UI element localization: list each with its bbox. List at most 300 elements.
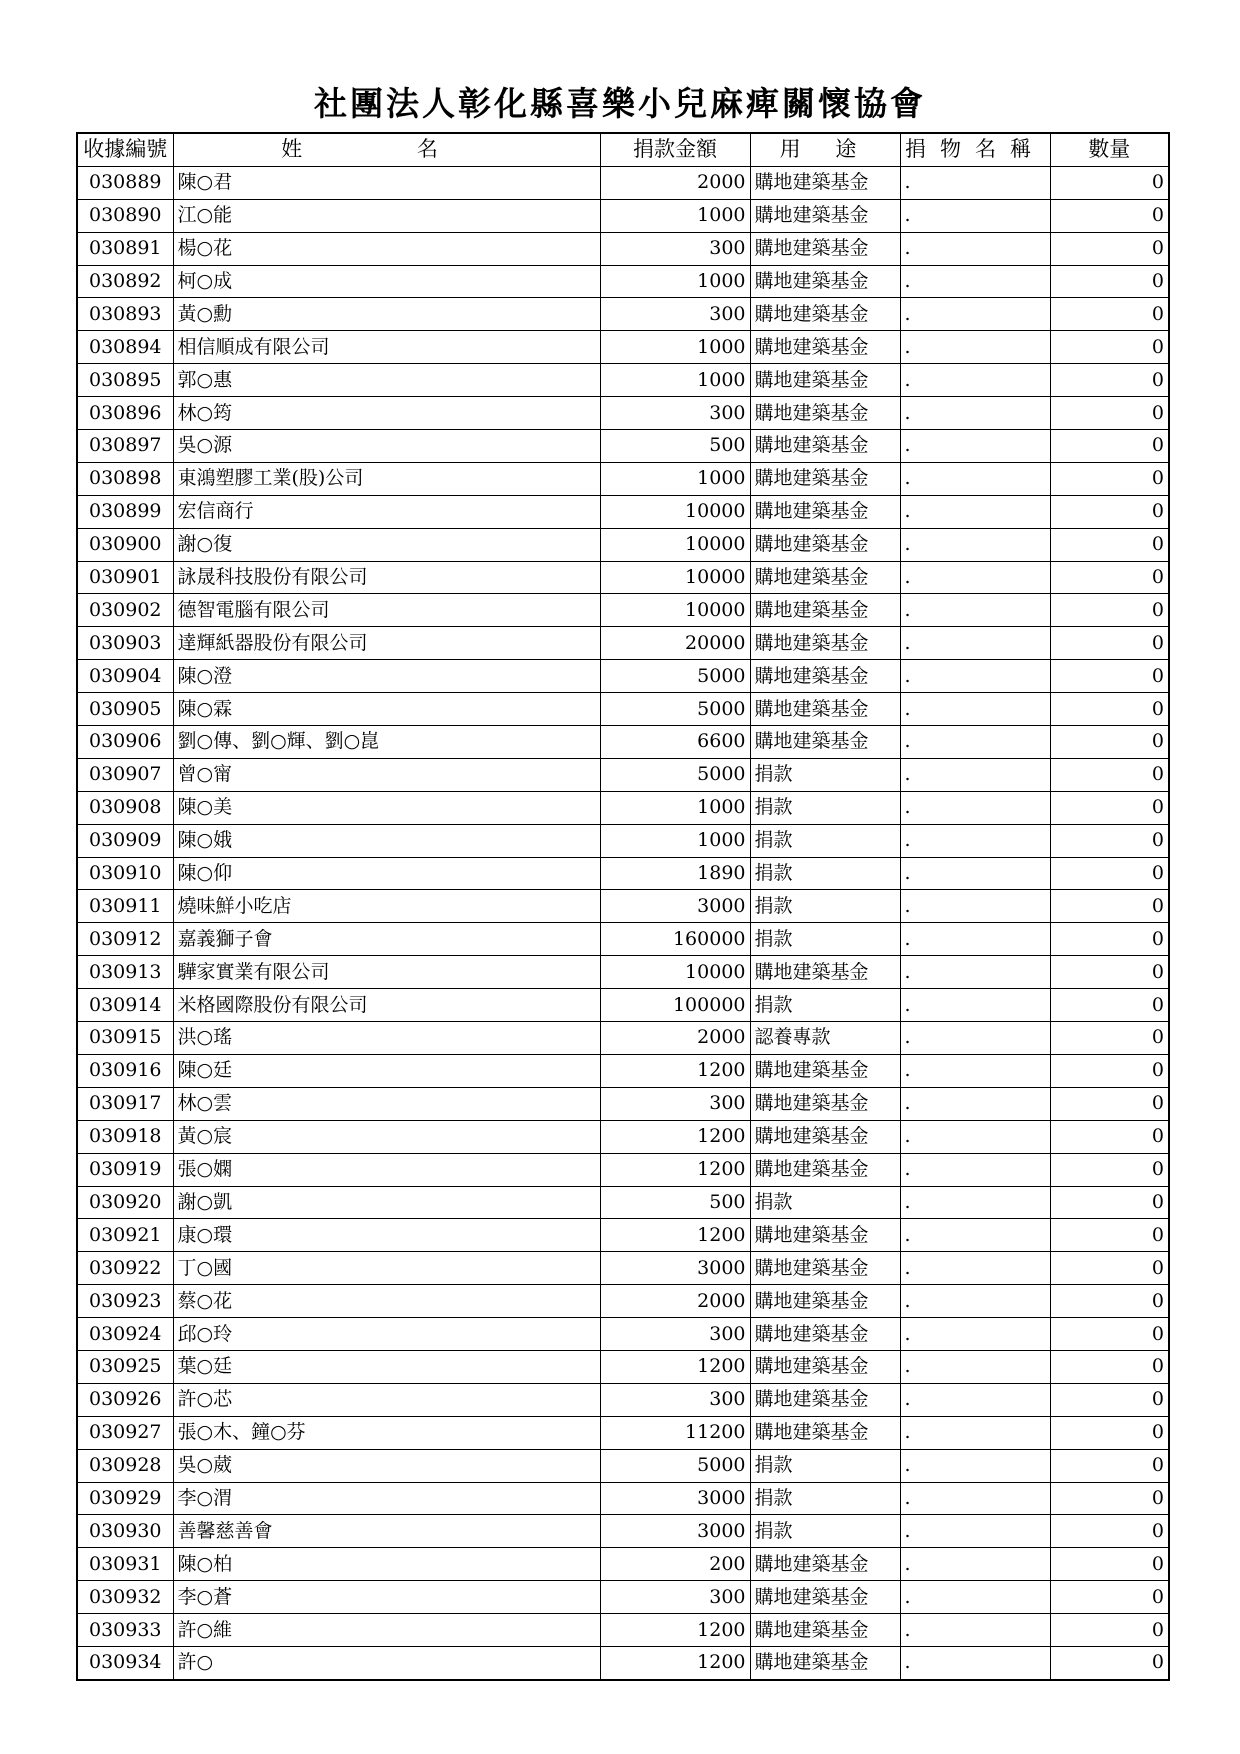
donor-name-cell: 燒味鮮小吃店: [173, 890, 600, 923]
donor-name-cell: 吳○葳: [173, 1449, 600, 1482]
item-name-cell: .: [900, 1581, 1050, 1614]
amount-cell: 1200: [600, 1120, 750, 1153]
receipt-no-cell: 030910: [77, 857, 173, 890]
quantity-cell: 0: [1050, 1515, 1169, 1548]
table-row: [77, 1318, 1169, 1351]
amount-cell: 1000: [600, 364, 750, 397]
purpose-cell: 購地建築基金: [750, 693, 900, 726]
receipt-no-cell: 030899: [77, 495, 173, 528]
amount-cell: 1200: [600, 1219, 750, 1252]
donor-name-cell: 謝○復: [173, 528, 600, 561]
item-name-cell: .: [900, 890, 1050, 923]
purpose-cell: 購地建築基金: [750, 1087, 900, 1120]
receipt-no-cell: 030915: [77, 1022, 173, 1055]
receipt-no-cell: 030898: [77, 462, 173, 495]
purpose-cell: 購地建築基金: [750, 1153, 900, 1186]
donor-name-cell: 米格國際股份有限公司: [173, 989, 600, 1022]
donor-name-cell: 洪○瑤: [173, 1022, 600, 1055]
quantity-cell: 0: [1050, 956, 1169, 989]
amount-cell: 1200: [600, 1054, 750, 1087]
quantity-cell: 0: [1050, 199, 1169, 232]
receipt-no-cell: 030904: [77, 660, 173, 693]
purpose-cell: 捐款: [750, 791, 900, 824]
donor-name-cell: 許○維: [173, 1614, 600, 1647]
donor-name-cell: 東鴻塑膠工業(股)公司: [173, 462, 600, 495]
quantity-cell: 0: [1050, 1416, 1169, 1449]
table-row: [77, 890, 1169, 923]
quantity-cell: 0: [1050, 857, 1169, 890]
receipt-no-cell: 030934: [77, 1646, 173, 1679]
amount-cell: 5000: [600, 660, 750, 693]
receipt-no-cell: 030903: [77, 627, 173, 660]
quantity-cell: 0: [1050, 824, 1169, 857]
item-name-cell: .: [900, 627, 1050, 660]
table-row: [77, 1022, 1169, 1055]
purpose-cell: 購地建築基金: [750, 265, 900, 298]
amount-cell: 10000: [600, 956, 750, 989]
table-row: [77, 1054, 1169, 1087]
table-row: [77, 594, 1169, 627]
receipt-no-cell: 030928: [77, 1449, 173, 1482]
amount-cell: 10000: [600, 594, 750, 627]
donor-name-cell: 陳○仰: [173, 857, 600, 890]
table-row: [77, 660, 1169, 693]
purpose-cell: 購地建築基金: [750, 495, 900, 528]
receipt-no-cell: 030897: [77, 430, 173, 463]
donor-name-cell: 德智電腦有限公司: [173, 594, 600, 627]
receipt-no-cell: 030930: [77, 1515, 173, 1548]
item-name-cell: .: [900, 693, 1050, 726]
item-name-cell: .: [900, 956, 1050, 989]
receipt-no-cell: 030914: [77, 989, 173, 1022]
purpose-cell: 購地建築基金: [750, 594, 900, 627]
amount-cell: 160000: [600, 923, 750, 956]
purpose-cell: 購地建築基金: [750, 660, 900, 693]
donor-name-cell: 許○: [173, 1646, 600, 1679]
donor-name-cell: 相信順成有限公司: [173, 331, 600, 364]
quantity-cell: 0: [1050, 1120, 1169, 1153]
table-row: [77, 824, 1169, 857]
donor-name-cell: 張○嫻: [173, 1153, 600, 1186]
item-name-cell: .: [900, 331, 1050, 364]
table-row: [77, 265, 1169, 298]
item-name-cell: .: [900, 1482, 1050, 1515]
donor-name-cell: 陳○澄: [173, 660, 600, 693]
donor-name-cell: 郭○惠: [173, 364, 600, 397]
document-title: 社團法人彰化縣喜樂小兒麻痺關懷協會: [314, 84, 926, 123]
donor-name-cell: 葉○廷: [173, 1350, 600, 1383]
amount-cell: 3000: [600, 1515, 750, 1548]
quantity-cell: 0: [1050, 1350, 1169, 1383]
table-row: [77, 1581, 1169, 1614]
amount-cell: 2000: [600, 166, 750, 199]
amount-cell: 5000: [600, 693, 750, 726]
quantity-cell: 0: [1050, 331, 1169, 364]
donor-name-cell: 黃○宸: [173, 1120, 600, 1153]
quantity-cell: 0: [1050, 758, 1169, 791]
table-row: [77, 1120, 1169, 1153]
amount-cell: 10000: [600, 528, 750, 561]
purpose-cell: 捐款: [750, 758, 900, 791]
item-name-cell: .: [900, 1449, 1050, 1482]
quantity-cell: 0: [1050, 462, 1169, 495]
purpose-cell: 購地建築基金: [750, 956, 900, 989]
table-row: [77, 726, 1169, 759]
quantity-cell: 0: [1050, 1022, 1169, 1055]
purpose-cell: 購地建築基金: [750, 1646, 900, 1679]
receipt-no-cell: 030893: [77, 298, 173, 331]
receipt-no-cell: 030927: [77, 1416, 173, 1449]
receipt-no-cell: 030892: [77, 265, 173, 298]
item-name-cell: .: [900, 298, 1050, 331]
receipt-no-cell: 030900: [77, 528, 173, 561]
donor-name-cell: 陳○美: [173, 791, 600, 824]
amount-cell: 3000: [600, 1482, 750, 1515]
purpose-cell: 購地建築基金: [750, 232, 900, 265]
item-name-cell: .: [900, 561, 1050, 594]
table-row: [77, 1285, 1169, 1318]
amount-cell: 2000: [600, 1285, 750, 1318]
quantity-cell: 0: [1050, 1383, 1169, 1416]
amount-cell: 300: [600, 1383, 750, 1416]
item-name-cell: .: [900, 166, 1050, 199]
header-qty: 數量: [1050, 133, 1169, 166]
receipt-no-cell: 030922: [77, 1252, 173, 1285]
header-name: 姓 名: [173, 133, 600, 166]
amount-cell: 1200: [600, 1646, 750, 1679]
item-name-cell: .: [900, 1285, 1050, 1318]
table-row: [77, 923, 1169, 956]
receipt-no-cell: 030924: [77, 1318, 173, 1351]
table-row: [77, 1252, 1169, 1285]
receipt-no-cell: 030906: [77, 726, 173, 759]
receipt-no-cell: 030916: [77, 1054, 173, 1087]
donor-name-cell: 陳○柏: [173, 1548, 600, 1581]
table-row: [77, 298, 1169, 331]
amount-cell: 1000: [600, 199, 750, 232]
header-receipt-no: 收據編號: [77, 133, 173, 166]
item-name-cell: .: [900, 923, 1050, 956]
amount-cell: 1200: [600, 1614, 750, 1647]
quantity-cell: 0: [1050, 726, 1169, 759]
item-name-cell: .: [900, 791, 1050, 824]
item-name-cell: .: [900, 1087, 1050, 1120]
receipt-no-cell: 030908: [77, 791, 173, 824]
receipt-no-cell: 030901: [77, 561, 173, 594]
receipt-no-cell: 030931: [77, 1548, 173, 1581]
receipt-no-cell: 030894: [77, 331, 173, 364]
item-name-cell: .: [900, 1252, 1050, 1285]
donor-name-cell: 康○環: [173, 1219, 600, 1252]
table-row: [77, 1614, 1169, 1647]
donor-name-cell: 李○渭: [173, 1482, 600, 1515]
item-name-cell: .: [900, 232, 1050, 265]
item-name-cell: .: [900, 1614, 1050, 1647]
quantity-cell: 0: [1050, 397, 1169, 430]
amount-cell: 100000: [600, 989, 750, 1022]
item-name-cell: .: [900, 364, 1050, 397]
amount-cell: 3000: [600, 890, 750, 923]
donor-name-cell: 劉○傳、劉○輝、劉○崑: [173, 726, 600, 759]
donor-name-cell: 江○能: [173, 199, 600, 232]
quantity-cell: 0: [1050, 1219, 1169, 1252]
quantity-cell: 0: [1050, 1614, 1169, 1647]
donor-name-cell: 陳○廷: [173, 1054, 600, 1087]
quantity-cell: 0: [1050, 232, 1169, 265]
amount-cell: 5000: [600, 758, 750, 791]
table-row: [77, 989, 1169, 1022]
quantity-cell: 0: [1050, 1186, 1169, 1219]
purpose-cell: 購地建築基金: [750, 1581, 900, 1614]
header-item: 捐物名稱: [900, 133, 1050, 166]
donor-name-cell: 邱○玲: [173, 1318, 600, 1351]
amount-cell: 1200: [600, 1153, 750, 1186]
donor-name-cell: 驊家實業有限公司: [173, 956, 600, 989]
amount-cell: 10000: [600, 561, 750, 594]
amount-cell: 1200: [600, 1350, 750, 1383]
donor-name-cell: 丁○國: [173, 1252, 600, 1285]
table-row: [77, 495, 1169, 528]
amount-cell: 2000: [600, 1022, 750, 1055]
donor-name-cell: 宏信商行: [173, 495, 600, 528]
quantity-cell: 0: [1050, 265, 1169, 298]
donor-name-cell: 張○木、鐘○芬: [173, 1416, 600, 1449]
donor-name-cell: 曾○甯: [173, 758, 600, 791]
amount-cell: 500: [600, 430, 750, 463]
receipt-no-cell: 030913: [77, 956, 173, 989]
table-row: [77, 1186, 1169, 1219]
amount-cell: 10000: [600, 495, 750, 528]
amount-cell: 500: [600, 1186, 750, 1219]
purpose-cell: 捐款: [750, 1515, 900, 1548]
table-row: [77, 331, 1169, 364]
item-name-cell: .: [900, 1548, 1050, 1581]
donor-name-cell: 林○雲: [173, 1087, 600, 1120]
purpose-cell: 購地建築基金: [750, 298, 900, 331]
purpose-cell: 購地建築基金: [750, 726, 900, 759]
purpose-cell: 捐款: [750, 923, 900, 956]
amount-cell: 20000: [600, 627, 750, 660]
quantity-cell: 0: [1050, 594, 1169, 627]
purpose-cell: 購地建築基金: [750, 1614, 900, 1647]
quantity-cell: 0: [1050, 1646, 1169, 1679]
quantity-cell: 0: [1050, 1318, 1169, 1351]
amount-cell: 300: [600, 298, 750, 331]
purpose-cell: 購地建築基金: [750, 430, 900, 463]
table-row: [77, 1515, 1169, 1548]
quantity-cell: 0: [1050, 528, 1169, 561]
purpose-cell: 購地建築基金: [750, 528, 900, 561]
quantity-cell: 0: [1050, 1482, 1169, 1515]
item-name-cell: .: [900, 1515, 1050, 1548]
donor-name-cell: 林○筠: [173, 397, 600, 430]
quantity-cell: 0: [1050, 923, 1169, 956]
item-name-cell: .: [900, 1022, 1050, 1055]
table-row: [77, 528, 1169, 561]
table-row: [77, 232, 1169, 265]
receipt-no-cell: 030919: [77, 1153, 173, 1186]
donor-name-cell: 李○蒼: [173, 1581, 600, 1614]
item-name-cell: .: [900, 495, 1050, 528]
receipt-no-cell: 030895: [77, 364, 173, 397]
purpose-cell: 捐款: [750, 890, 900, 923]
table-row: [77, 462, 1169, 495]
purpose-cell: 購地建築基金: [750, 1054, 900, 1087]
item-name-cell: .: [900, 1219, 1050, 1252]
table-row: [77, 364, 1169, 397]
amount-cell: 11200: [600, 1416, 750, 1449]
item-name-cell: .: [900, 265, 1050, 298]
purpose-cell: 購地建築基金: [750, 364, 900, 397]
quantity-cell: 0: [1050, 693, 1169, 726]
donor-name-cell: 謝○凱: [173, 1186, 600, 1219]
table-row: [77, 166, 1169, 199]
purpose-cell: 捐款: [750, 1449, 900, 1482]
item-name-cell: .: [900, 1416, 1050, 1449]
amount-cell: 1000: [600, 265, 750, 298]
purpose-cell: 捐款: [750, 857, 900, 890]
receipt-no-cell: 030921: [77, 1219, 173, 1252]
purpose-cell: 購地建築基金: [750, 1548, 900, 1581]
quantity-cell: 0: [1050, 561, 1169, 594]
item-name-cell: .: [900, 989, 1050, 1022]
item-name-cell: .: [900, 430, 1050, 463]
amount-cell: 300: [600, 397, 750, 430]
quantity-cell: 0: [1050, 791, 1169, 824]
amount-cell: 1890: [600, 857, 750, 890]
quantity-cell: 0: [1050, 1153, 1169, 1186]
purpose-cell: 捐款: [750, 1186, 900, 1219]
amount-cell: 300: [600, 232, 750, 265]
item-name-cell: .: [900, 397, 1050, 430]
receipt-no-cell: 030905: [77, 693, 173, 726]
donor-name-cell: 善馨慈善會: [173, 1515, 600, 1548]
receipt-no-cell: 030912: [77, 923, 173, 956]
receipt-no-cell: 030918: [77, 1120, 173, 1153]
receipt-no-cell: 030932: [77, 1581, 173, 1614]
amount-cell: 5000: [600, 1449, 750, 1482]
table-row: [77, 1087, 1169, 1120]
quantity-cell: 0: [1050, 627, 1169, 660]
quantity-cell: 0: [1050, 430, 1169, 463]
donation-table: [76, 132, 1170, 1681]
receipt-no-cell: 030925: [77, 1350, 173, 1383]
item-name-cell: .: [900, 758, 1050, 791]
receipt-no-cell: 030911: [77, 890, 173, 923]
purpose-cell: 購地建築基金: [750, 627, 900, 660]
table-row: [77, 1219, 1169, 1252]
amount-cell: 1000: [600, 824, 750, 857]
purpose-cell: 捐款: [750, 1482, 900, 1515]
purpose-cell: 購地建築基金: [750, 1219, 900, 1252]
donor-name-cell: 黃○勳: [173, 298, 600, 331]
amount-cell: 300: [600, 1318, 750, 1351]
table-row: [77, 956, 1169, 989]
donor-name-cell: 陳○霖: [173, 693, 600, 726]
item-name-cell: .: [900, 824, 1050, 857]
table-row: [77, 430, 1169, 463]
table-row: [77, 1482, 1169, 1515]
amount-cell: 300: [600, 1087, 750, 1120]
receipt-no-cell: 030907: [77, 758, 173, 791]
table-row: [77, 857, 1169, 890]
table-row: [77, 627, 1169, 660]
item-name-cell: .: [900, 594, 1050, 627]
item-name-cell: .: [900, 1186, 1050, 1219]
table-header-row: [77, 133, 1169, 166]
amount-cell: 300: [600, 1581, 750, 1614]
item-name-cell: .: [900, 726, 1050, 759]
quantity-cell: 0: [1050, 1252, 1169, 1285]
purpose-cell: 購地建築基金: [750, 199, 900, 232]
receipt-no-cell: 030920: [77, 1186, 173, 1219]
table-row: [77, 791, 1169, 824]
quantity-cell: 0: [1050, 890, 1169, 923]
item-name-cell: .: [900, 1153, 1050, 1186]
purpose-cell: 購地建築基金: [750, 462, 900, 495]
purpose-cell: 購地建築基金: [750, 1120, 900, 1153]
purpose-cell: 購地建築基金: [750, 1285, 900, 1318]
receipt-no-cell: 030890: [77, 199, 173, 232]
item-name-cell: .: [900, 462, 1050, 495]
amount-cell: 1000: [600, 331, 750, 364]
receipt-no-cell: 030929: [77, 1482, 173, 1515]
purpose-cell: 認養專款: [750, 1022, 900, 1055]
purpose-cell: 購地建築基金: [750, 561, 900, 594]
donor-name-cell: 柯○成: [173, 265, 600, 298]
table-row: [77, 561, 1169, 594]
table-row: [77, 1350, 1169, 1383]
item-name-cell: .: [900, 199, 1050, 232]
item-name-cell: .: [900, 1120, 1050, 1153]
table-row: [77, 1449, 1169, 1482]
purpose-cell: 購地建築基金: [750, 1252, 900, 1285]
donor-name-cell: 吳○源: [173, 430, 600, 463]
item-name-cell: .: [900, 528, 1050, 561]
amount-cell: 200: [600, 1548, 750, 1581]
donor-name-cell: 詠晟科技股份有限公司: [173, 561, 600, 594]
purpose-cell: 購地建築基金: [750, 1318, 900, 1351]
header-amount: 捐款金額: [600, 133, 750, 166]
table-row: [77, 1646, 1169, 1679]
item-name-cell: .: [900, 1350, 1050, 1383]
purpose-cell: 捐款: [750, 824, 900, 857]
quantity-cell: 0: [1050, 1548, 1169, 1581]
donor-name-cell: 達輝紙器股份有限公司: [173, 627, 600, 660]
receipt-no-cell: 030896: [77, 397, 173, 430]
quantity-cell: 0: [1050, 364, 1169, 397]
table-row: [77, 693, 1169, 726]
amount-cell: 1000: [600, 462, 750, 495]
amount-cell: 6600: [600, 726, 750, 759]
donor-name-cell: 陳○娥: [173, 824, 600, 857]
table-row: [77, 199, 1169, 232]
donor-name-cell: 蔡○花: [173, 1285, 600, 1318]
quantity-cell: 0: [1050, 989, 1169, 1022]
receipt-no-cell: 030891: [77, 232, 173, 265]
table-row: [77, 1383, 1169, 1416]
receipt-no-cell: 030917: [77, 1087, 173, 1120]
table-row: [77, 1548, 1169, 1581]
purpose-cell: 購地建築基金: [750, 397, 900, 430]
item-name-cell: .: [900, 1646, 1050, 1679]
purpose-cell: 購地建築基金: [750, 1350, 900, 1383]
receipt-no-cell: 030909: [77, 824, 173, 857]
donor-name-cell: 嘉義獅子會: [173, 923, 600, 956]
quantity-cell: 0: [1050, 298, 1169, 331]
quantity-cell: 0: [1050, 166, 1169, 199]
purpose-cell: 購地建築基金: [750, 1416, 900, 1449]
